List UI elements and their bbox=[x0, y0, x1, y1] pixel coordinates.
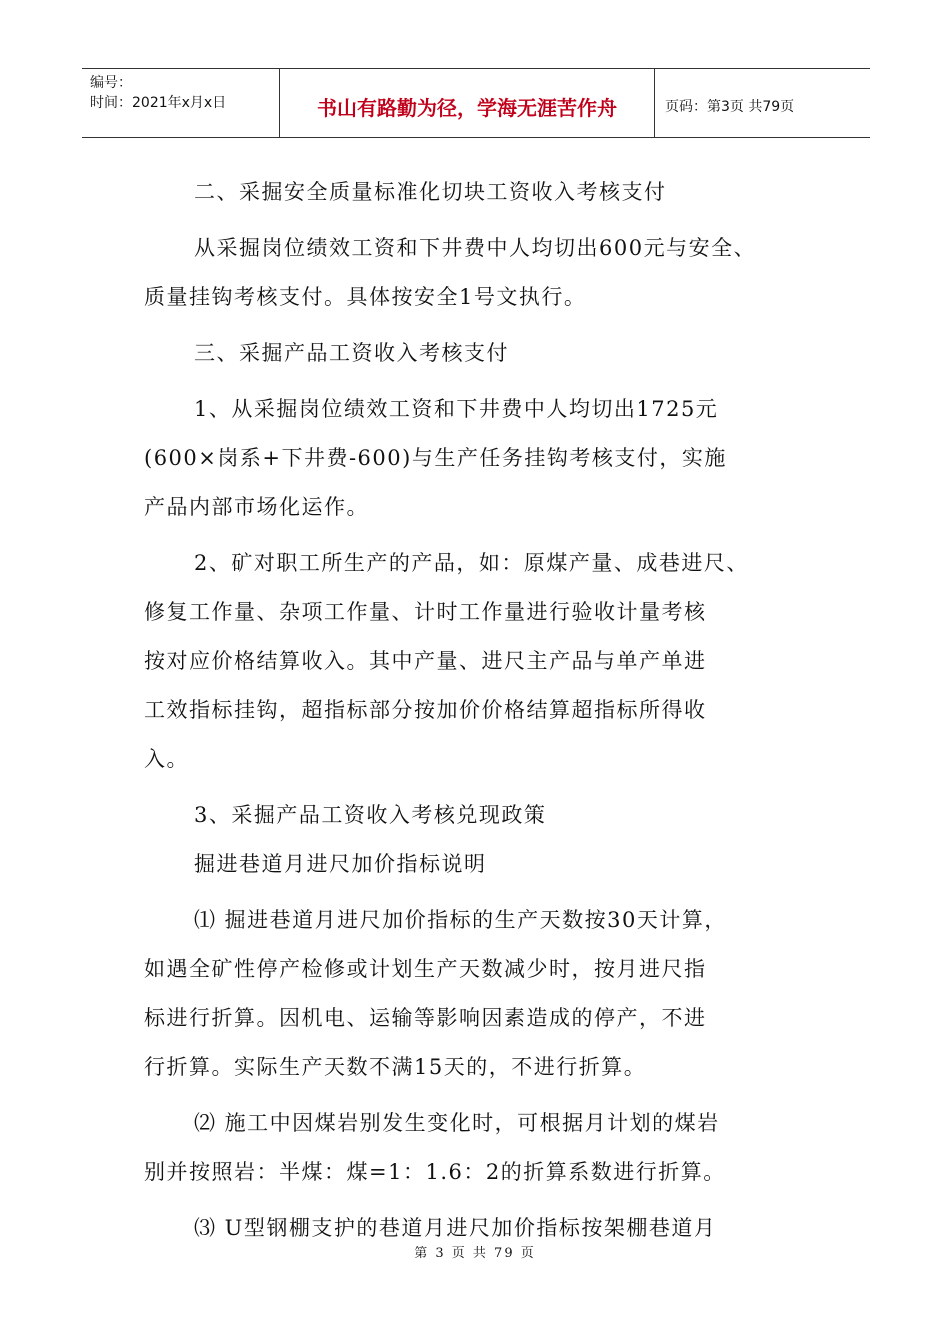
paragraph-line: 1、从采掘岗位绩效工资和下井费中人均切出1725元 bbox=[194, 397, 719, 421]
paragraph-line: ⑴ 掘进巷道月进尺加价指标的生产天数按30天计算， bbox=[194, 908, 727, 932]
document-body bbox=[144, 168, 814, 1253]
header-meta-cell bbox=[82, 69, 280, 137]
paragraph-line: 产品内部市场化运作。 bbox=[144, 495, 369, 519]
paragraph-line: ⑵ 施工中因煤岩别发生变化时，可根据月计划的煤岩 bbox=[194, 1111, 720, 1135]
header-time-label: 时间：2021年x月x日 bbox=[90, 95, 227, 111]
section-heading-2: 二、采掘安全质量标准化切块工资收入考核支付 bbox=[194, 180, 667, 204]
paragraph-line: 掘进巷道月进尺加价指标说明 bbox=[194, 852, 487, 876]
paragraph-line: 行折算。实际生产天数不满15天的，不进行折算。 bbox=[144, 1055, 647, 1079]
paragraph-line: 2、矿对职工所生产的产品，如：原煤产量、成巷进尺、 bbox=[194, 551, 749, 575]
header-number-label: 编号： bbox=[90, 75, 132, 91]
paragraph-line: (600×岗系+下井费-600)与生产任务挂钩考核支付，实施 bbox=[144, 446, 727, 470]
paragraph-line: 入。 bbox=[144, 747, 189, 771]
header-motto: 书山有路勤为径，学海无涯苦作舟 bbox=[280, 69, 655, 137]
paragraph-line: 从采掘岗位绩效工资和下井费中人均切出600元与安全、 bbox=[194, 236, 757, 260]
paragraph-line: 质量挂钩考核支付。具体按安全1号文执行。 bbox=[144, 285, 587, 309]
header-page-info: 页码：第3页 共79页 bbox=[665, 99, 795, 115]
page-footer: 第 3 页 共 79 页 bbox=[414, 1246, 536, 1261]
paragraph-line: 按对应价格结算收入。其中产量、进尺主产品与单产单进 bbox=[144, 649, 707, 673]
paragraph-line: 工效指标挂钩，超指标部分按加价价格结算超指标所得收 bbox=[144, 698, 707, 722]
paragraph-line: 如遇全矿性停产检修或计划生产天数减少时，按月进尺指 bbox=[144, 957, 707, 981]
sub-heading: 3、采掘产品工资收入考核兑现政策 bbox=[194, 803, 547, 827]
paragraph-line: 别并按照岩：半煤：煤=1：1.6：2的折算系数进行折算。 bbox=[144, 1160, 726, 1184]
paragraph-line: 标进行折算。因机电、运输等影响因素造成的停产，不进 bbox=[144, 1006, 707, 1030]
paragraph-line: ⑶ U型钢棚支护的巷道月进尺加价指标按架棚巷道月 bbox=[194, 1216, 717, 1240]
section-heading-3: 三、采掘产品工资收入考核支付 bbox=[194, 341, 509, 365]
paragraph-line: 修复工作量、杂项工作量、计时工作量进行验收计量考核 bbox=[144, 600, 707, 624]
page-header bbox=[82, 68, 870, 138]
